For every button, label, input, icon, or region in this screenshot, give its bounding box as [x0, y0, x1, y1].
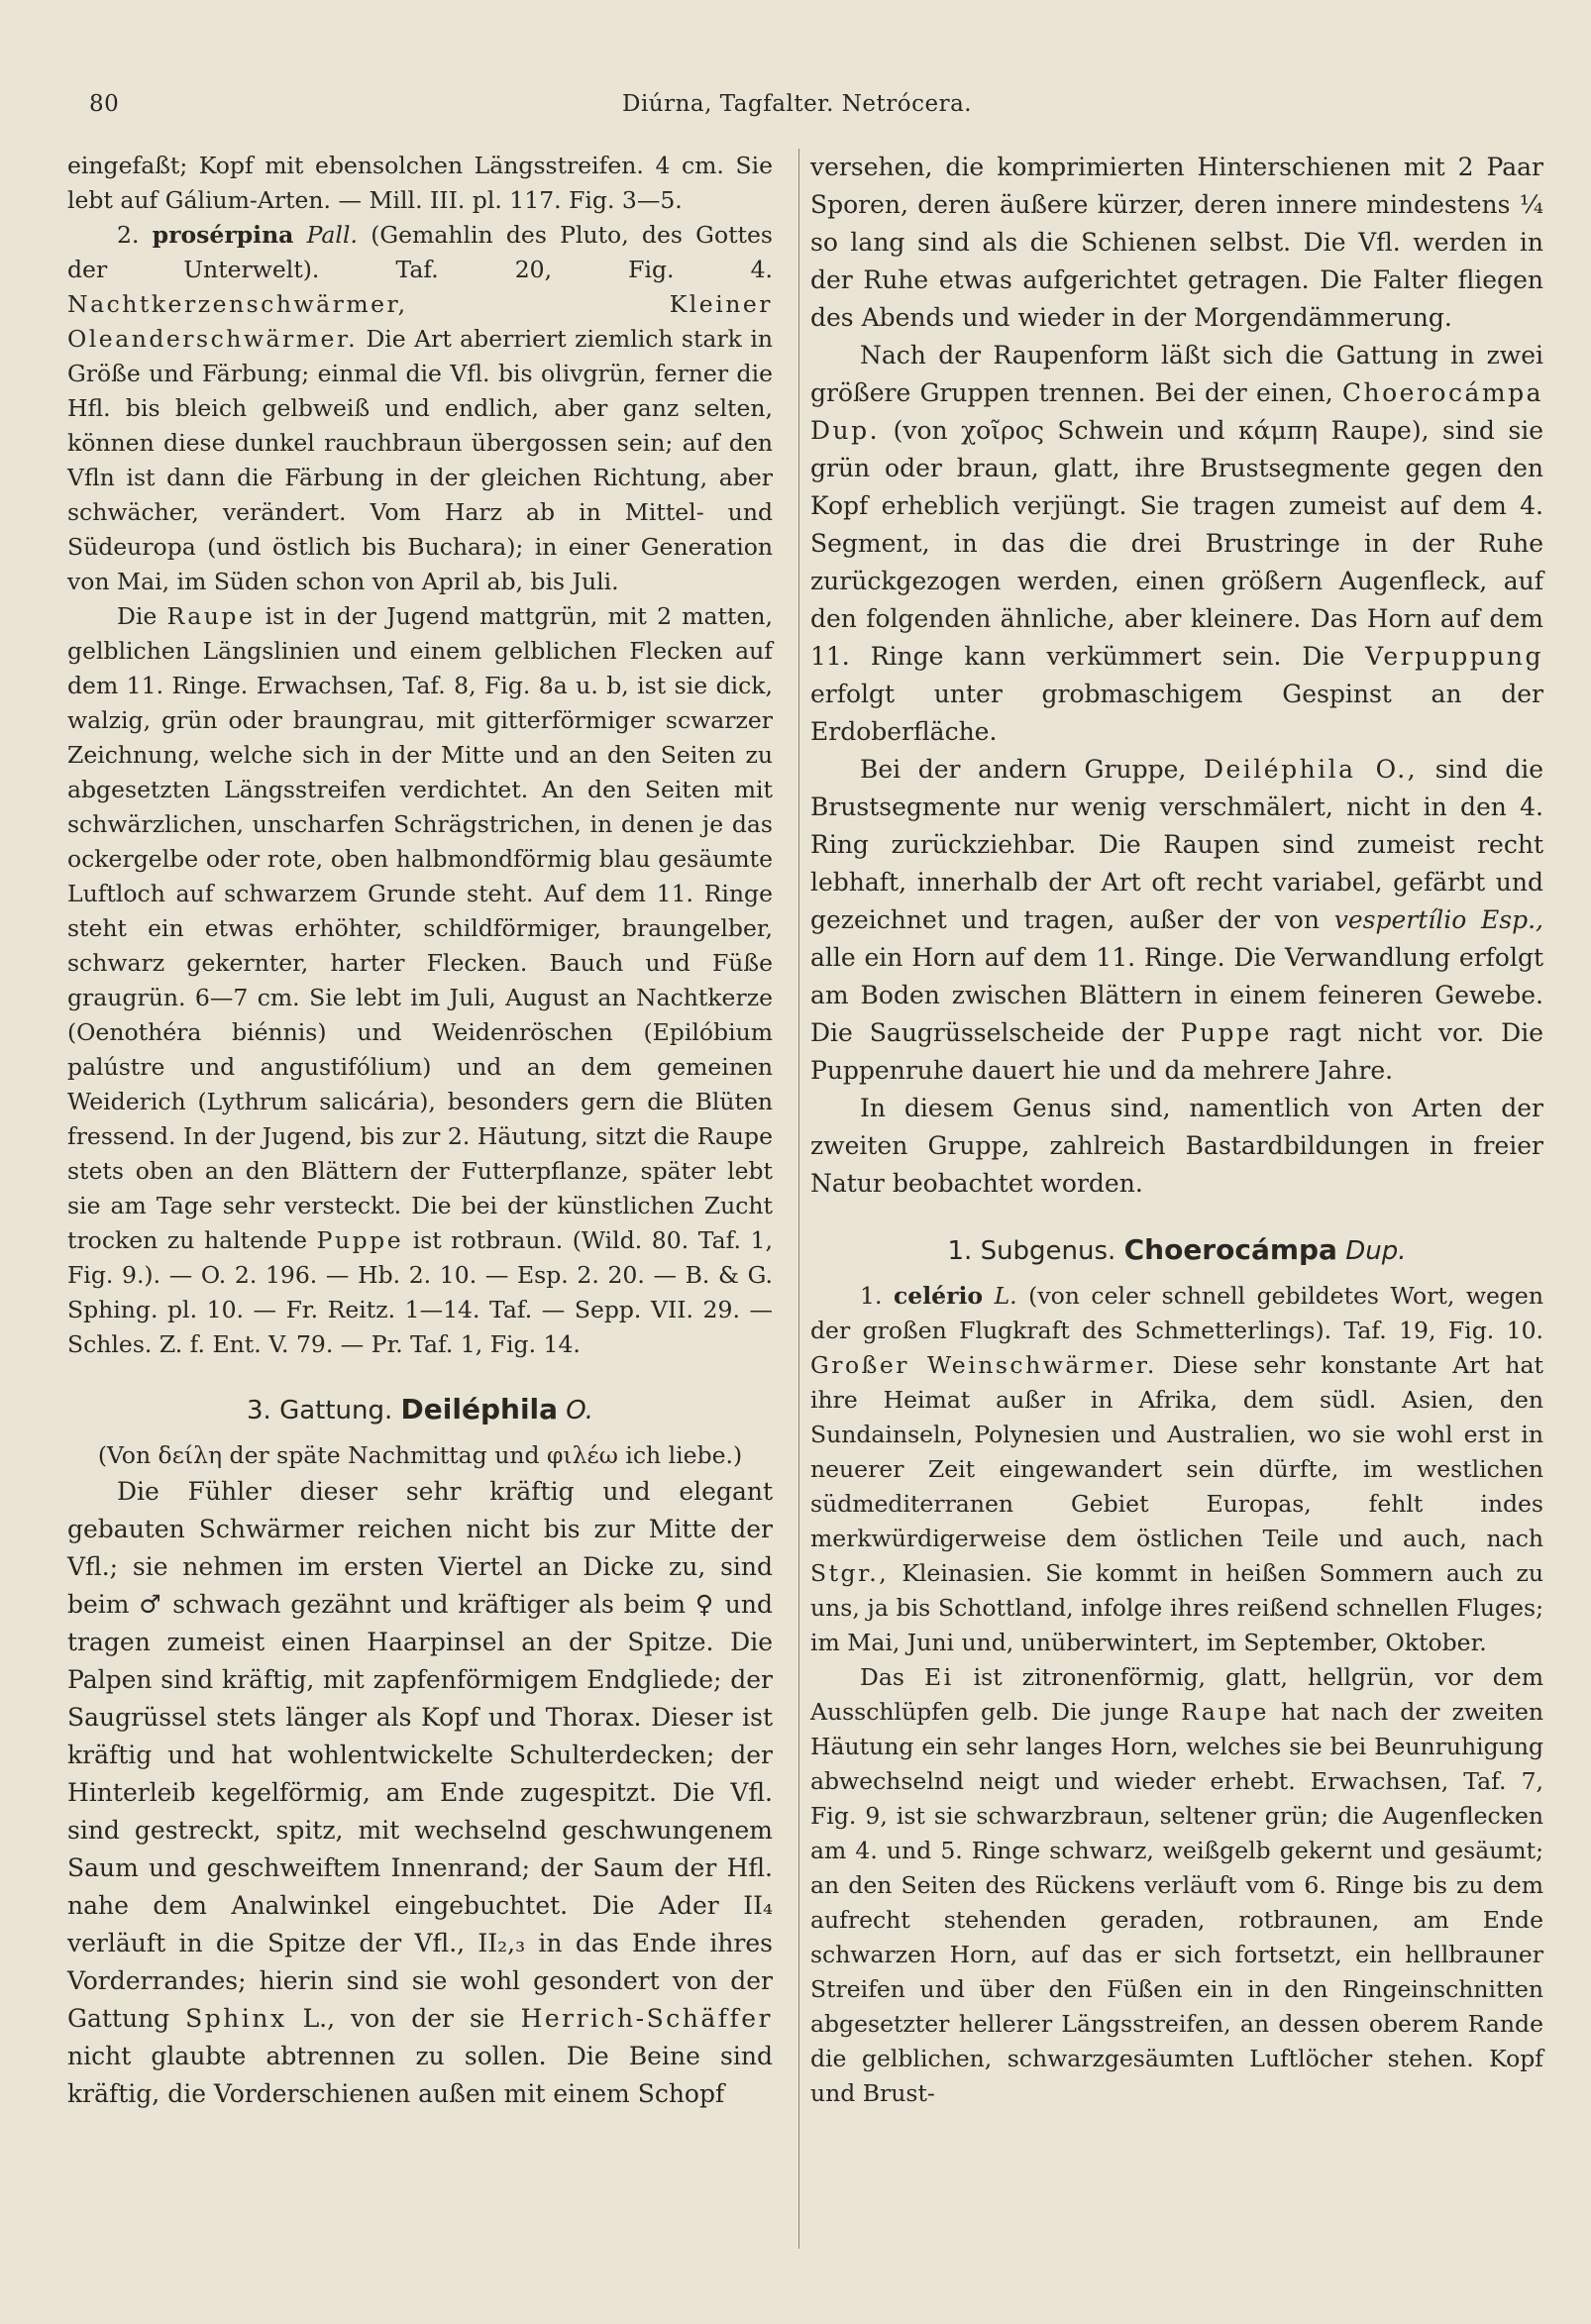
- term-puppe: Puppe: [316, 1226, 404, 1254]
- text: L., von der sie: [302, 2004, 505, 2033]
- heading-prefix: 1. Subgenus.: [947, 1236, 1116, 1266]
- running-title: Diúrna, Tagfalter. Netrócera.: [622, 91, 973, 117]
- column-divider: [798, 149, 799, 2249]
- author-ref: Herrich-Schäffer: [520, 2004, 773, 2033]
- text: ist in der Jugend mattgrün, mit 2 matten, gelblichen Längslinien und einem gelblichen Flecken auf dem 11. Ringe. Erwachsen, Taf. 8, Fig. 8a u. b, ist sie dick, walzig, grün oder braungrau, mit gitterförmiger scwarzer Zeichnung, welche sich in der Mitte und an den Seiten zu abgesetzten Längsstreifen verdichtet. An den Seiten mit schwärzlichen, unscharfen Schrägstrichen, in denen je das ockergelbe oder rote, oben halbmondförmig blau gesäumte Luftloch auf schwarzem Grunde steht. Auf dem 11. Ringe steht ein etwas erhöhter, schildförmiger, braungelber, schwarz gekernter, harter Flecken. Bauch und Füße graugrün. 6—7 cm. Sie lebt im Juli, August an Nachtkerze (Oenothéra biénnis) und Weidenröschen (Epilóbium palústre und angustifólium) und an dem gemeinen Weiderich (Lythrum salicária), besonders gern die Blüten fressend. In der Jugend, bis zur 2. Häutung, sitzt die Raupe stets oben an den Blättern der Futterpflanze, später lebt sie am Tage sehr versteckt. Die bei der künstlichen Zucht trocken zu haltende: [67, 602, 773, 1254]
- paragraph: versehen, die komprimierten Hinterschienen mit 2 Paar Sporen, deren äußere kürzer, deren innere mindestens ¼ so lang sind als die Schienen selbst. Die Vfl. werden in der Ruhe etwas aufgerichtet getragen. Die Falter fliegen des Abends und wieder in der Morgendämmerung.: [810, 153, 1543, 332]
- species-ref: vespertílio Esp.,: [1333, 905, 1544, 934]
- paragraph-groups: [810, 337, 1543, 751]
- paragraph: In diesem Genus sind, namentlich von Arten der zweiten Gruppe, zahlreich Bastardbildungen in freier Natur beobachtet worden.: [810, 1094, 1543, 1198]
- species-author: L.: [994, 1282, 1017, 1310]
- text: (von χοῖρος Schwein und κάμπη Raupe), sind sie grün oder braun, glatt, ihre Brustsegmente gegen den Kopf erheblich verjüngt. Sie tragen zumeist auf dem 4. Segment, in das die drei Brustringe in der Ruhe zurückgezogen werden, einen größern Augenfleck, auf den folgenden ähnliche, aber kleinere. Das Horn auf dem 11. Ringe kann verkümmert sein. Die: [810, 416, 1544, 671]
- text: sind die Brustsegmente nur wenig verschmälert, nicht in den 4. Ring zurückziehbar. Die Raupen sind zumeist recht lebhaft, innerhalb der Art oft recht variabel, gefärbt und gezeichnet und tragen, außer der von: [810, 755, 1544, 934]
- text: hat nach der zweiten Häutung ein sehr langes Horn, welches sie bei Beunruhigung abwechselnd neigt und wieder erhebt. Erwachsen, Taf. 7, Fig. 9, ist sie schwarzbraun, seltener grün; die Augenflecken am 4. und 5. Ringe schwarz, weißgelb gekernt und gesäumt; an den Seiten des Rückens verläuft vom 6. Ringe bis zu dem aufrecht stehenden geraden, rotbraunen, am Ende schwarzen Horn, auf das er sich fortsetzt, ein hellbrauner Streifen und über den Füßen ein in den Ringeinschnitten abgesetzter hellerer Längsstreifen, an dessen oberem Rande die gelblichen, schwarzgesäumten Luftlöcher stehen. Kopf und Brust-: [810, 1698, 1543, 2107]
- text: ist rotbraun. (Wild. 80. Taf. 1, Fig. 9.). — O. 2. 196. — Hb. 2. 10. — Esp. 2. 20. — B. & G. Sphing. pl. 10. — Fr. Reitz. 1—14. Taf. — Sepp. VII. 29. — Schles. Z. f. Ent. V. 79. — Pr. Taf. 1, Fig. 14.: [67, 1226, 773, 1358]
- left-column: [67, 149, 773, 2113]
- text: ragt nicht vor. Die Puppenruhe dauert hie und da mehrere Jahre.: [810, 1018, 1544, 1085]
- text: Nach der Raupenform läßt sich die Gattung in zwei größere Gruppen trennen. Bei der einen,: [810, 341, 1543, 407]
- heading-prefix: 3. Gattung.: [247, 1396, 393, 1426]
- term-ei: Ei: [923, 1663, 954, 1691]
- species-number: 1.: [860, 1282, 883, 1310]
- species-name: prosérpina: [152, 221, 294, 249]
- text: Das: [860, 1663, 904, 1691]
- subgenus-author: Dup.: [1345, 1236, 1407, 1266]
- text: alle ein Horn auf dem 11. Ringe. Die Verwandlung erfolgt am Boden zwischen Blättern in einem feineren Gewebe. Die Saugrüsselscheide der: [810, 943, 1543, 1047]
- genus-ref: Sphinx: [185, 2004, 287, 2033]
- term-puppe: Puppe: [1180, 1018, 1272, 1047]
- species-text: Die Art aberriert ziemlich stark in Größe und Färbung; einmal die Vfl. bis olivgrün, ferner die Hfl. bis bleich gelbweiß und endlich, aber ganz selten, können diese dunkel rauchbraun übergossen sein; auf den Vfln ist dann die Färbung in der gleichen Richtung, aber schwächer, verändert. Vom Harz ab in Mittel- und Südeuropa (und östlich bis Buchara); in einer Generation von Mai, im Süden schon von April ab, bis Juli.: [67, 325, 773, 595]
- genus-heading: [67, 1392, 773, 1428]
- paragraph: eingefaßt; Kopf mit ebensolchen Längsstreifen. 4 cm. Sie lebt auf Gálium-Arten. — Mill. III. pl. 117. Fig. 3—5.: [67, 152, 773, 214]
- text: Die: [117, 602, 158, 630]
- term-raupe: Raupe: [166, 602, 256, 630]
- species-text: (Gemahlin des Pluto, des Gottes der Unterwelt). Taf. 20, Fig. 4.: [67, 221, 773, 283]
- paragraph-second-group: [810, 751, 1543, 1090]
- common-name: Nachtkerzenschwärmer, Kleiner Oleanderschwärmer.: [67, 290, 773, 353]
- species-author: Pall.: [306, 221, 358, 249]
- text: erfolgt unter grobmaschigem Gespinst an der Erdoberfläche.: [810, 680, 1543, 746]
- paragraph-ei: [810, 1660, 1543, 2111]
- group-name: Deiléphila O.,: [1203, 755, 1419, 784]
- paragraph-raupe: [67, 599, 773, 1362]
- text: ist zitronenförmig, glatt, hellgrün, vor dem Ausschlüpfen gelb. Die junge: [810, 1663, 1543, 1726]
- page-number: 80: [89, 91, 120, 117]
- text: nicht glaubte abtrennen zu sollen. Die Beine sind kräftig, die Vorderschienen außen mit einem Schopf: [67, 2042, 773, 2108]
- term-raupe: Raupe: [1181, 1698, 1269, 1726]
- species-text: Kleinasien. Sie kommt in heißen Sommern auch zu uns, ja bis Schottland, infolge ihres reißend schnellen Fluges; im Mai, Juni und, unüberwintert, im September, Oktober.: [810, 1559, 1543, 1656]
- page-header: [89, 91, 1526, 131]
- species-text: (von celer schnell gebildetes Wort, wegen der großen Flugkraft des Schmetterlings). Taf. 19, Fig. 10.: [810, 1282, 1543, 1344]
- species-number: 2.: [117, 221, 140, 249]
- subgenus-heading: [810, 1232, 1543, 1269]
- group-name: Choerocámpa Dup.: [810, 378, 1544, 445]
- genus-description: [67, 1473, 773, 2113]
- text: Bei der andern Gruppe,: [860, 755, 1187, 784]
- text: Die Fühler dieser sehr kräftig und elegant gebauten Schwärmer reichen nicht bis zur Mitte der Vfl.; sie nehmen im ersten Viertel an Dicke zu, sind beim ♂ schwach gezähnt und kräftiger als beim ♀ und tragen zumeist einen Haarpinsel an der Spitze. Die Palpen sind kräftig, mit zapfenförmigem Endgliede; der Saugrüssel stets länger als Kopf und Thorax. Dieser ist kräftig und hat wohlentwickelte Schulterdecken; der Hinterleib kegelförmig, am Ende zugespitzt. Die Vfl. sind gestreckt, spitz, mit wechselnd geschwungenem Saum und geschweiftem Innenrand; der Saum der Hfl. nahe dem Analwinkel eingebuchtet. Die Ader II₄ verläuft in die Spitze der Vfl., II₂,₃ in das Ende ihres Vorderrandes; hierin sind sie wohl gesondert von der Gattung: [67, 1477, 773, 2033]
- author-ref: Stgr.,: [810, 1559, 890, 1587]
- genus-name: Deiléphila: [400, 1393, 559, 1426]
- common-name: Großer Weinschwärmer.: [810, 1351, 1157, 1379]
- species-entry-proserpina: [67, 218, 773, 599]
- species-text: Diese sehr konstante Art hat ihre Heimat außer in Afrika, dem südl. Asien, den Sundainseln, Polynesien und Australien, wo sie wohl erst in neuerer Zeit eingewandert sein dürfte, im westlichen südmediterranen Gebiet Europas, fehlt indes merkwürdigerweise dem östlichen Teile und auch, nach: [810, 1351, 1543, 1552]
- subgenus-name: Choerocámpa: [1123, 1233, 1337, 1266]
- genus-author: O.: [566, 1396, 593, 1426]
- etymology: (Von δείλη der späte Nachmittag und φιλέω ich liebe.): [97, 1441, 743, 1469]
- species-entry-celerio: [810, 1279, 1543, 1660]
- right-column: [810, 149, 1543, 2111]
- species-name: celério: [893, 1282, 984, 1310]
- term-verpuppung: Verpuppung: [1365, 642, 1543, 671]
